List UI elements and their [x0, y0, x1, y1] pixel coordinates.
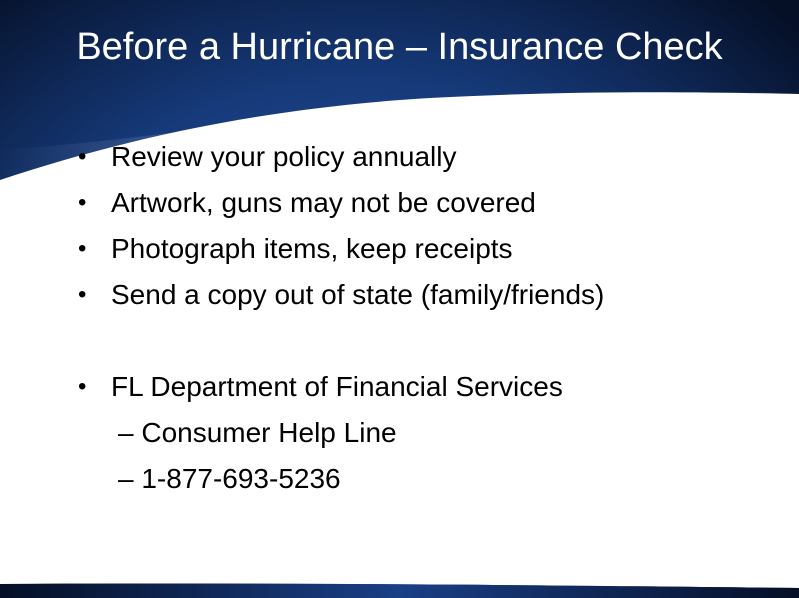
bullet-marker: •: [78, 373, 87, 400]
bullet-text: Artwork, guns may not be covered: [111, 187, 536, 218]
bullet-marker: •: [78, 143, 87, 170]
bullet-text: FL Department of Financial Services: [111, 371, 563, 402]
sub-bullet-item-2: – 1-877-693-5236: [118, 463, 341, 494]
bullet-marker: •: [78, 235, 87, 262]
slide-title: Before a Hurricane – Insurance Check: [76, 26, 723, 68]
bullet-marker: •: [78, 189, 87, 216]
bullet-text: Review your policy annually: [111, 141, 457, 172]
bullet-text: Send a copy out of state (family/friends): [111, 279, 605, 310]
bullet-text: Photograph items, keep receipts: [111, 233, 513, 264]
bullet-marker: •: [78, 281, 87, 308]
sub-bullet-item-1: – Consumer Help Line: [118, 417, 397, 448]
